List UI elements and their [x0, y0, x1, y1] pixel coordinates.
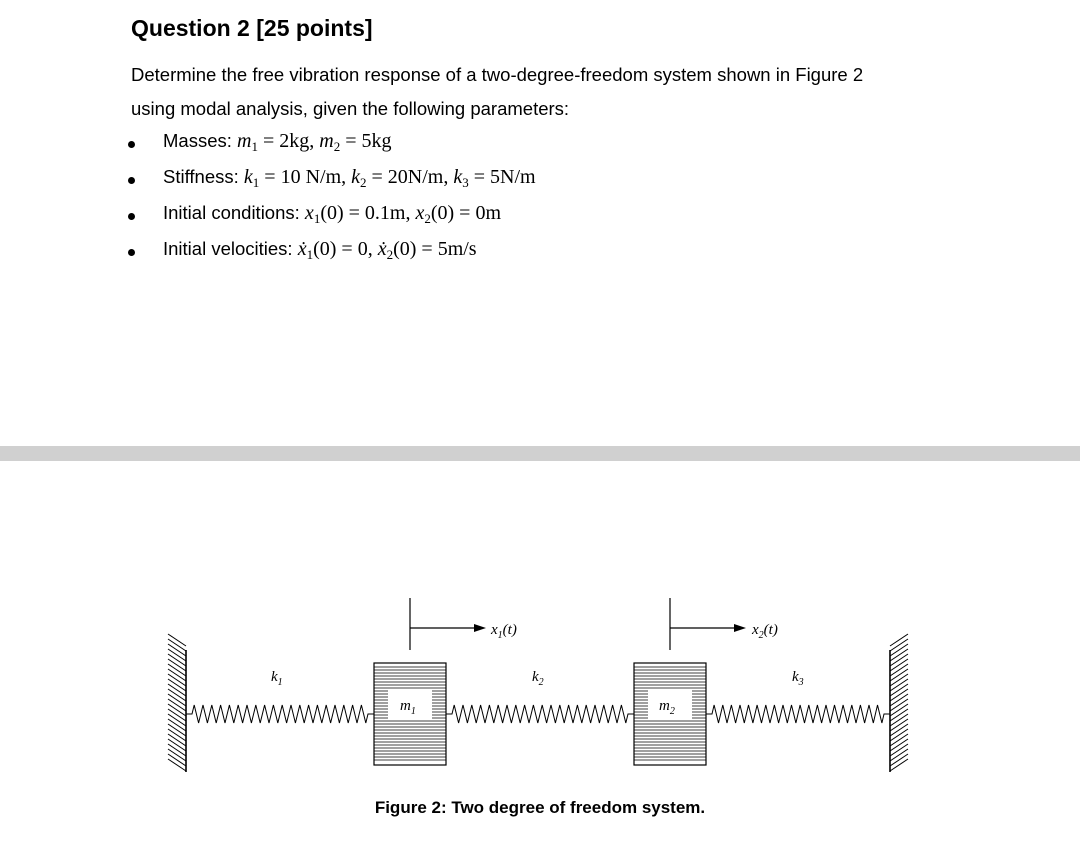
- x2-label: $x_2(t)$: [752, 622, 778, 641]
- parameter-stiffness: [0, 166, 1080, 202]
- x1-displacement-arrow: [410, 598, 486, 650]
- initial-velocities-values: ẋ$_1$(0) = 0, ẋ$_2$(0) = 5m/s: [297, 238, 477, 262]
- right-wall: [890, 634, 908, 772]
- parameter-initial-velocities: [0, 238, 1080, 274]
- m1-label: $m_1$: [400, 698, 416, 717]
- initial-velocities-label: Initial velocities:: [163, 238, 293, 259]
- intro-line-2: using modal analysis, given the following parameters:: [131, 98, 570, 119]
- k3-label: $k_3$: [792, 669, 804, 688]
- stiffness-values: $k_1 = 10$ N/m, $k_2 = 20N/m$, $k_3 = 5N/m$: [243, 166, 536, 190]
- bullet-icon: [128, 213, 135, 220]
- figure-caption: Figure 2: Two degree of freedom system.: [374, 798, 706, 817]
- x1-label: $x_1(t)$: [491, 622, 517, 641]
- bullet-icon: [128, 177, 135, 184]
- spring-k2: [446, 705, 634, 723]
- parameter-initial-conditions: [0, 202, 1080, 238]
- stiffness-label: Stiffness:: [163, 166, 239, 187]
- parameter-masses: [0, 130, 1080, 166]
- bullet-icon: [128, 249, 135, 256]
- section-separator: [0, 446, 1080, 461]
- initial-conditions-values: $x_1(0) = 0.1m$, $x_2(0) = 0m$: [304, 202, 502, 226]
- masses-values: $m_1 = 2kg$, $m_2 = 5kg$: [237, 130, 392, 154]
- question-title: Question 2 [25 points]: [131, 15, 373, 41]
- m2-label: $m_2$: [659, 698, 675, 717]
- bullet-icon: [128, 141, 135, 148]
- intro-line-1: Determine the free vibration response of a two-degree-freedom system shown in Figure 2: [131, 64, 864, 85]
- spring-k3: [706, 705, 890, 723]
- left-wall: [168, 634, 186, 772]
- k1-label: $k_1$: [271, 669, 283, 688]
- two-dof-system-diagram: [0, 580, 1080, 780]
- k2-label: $k_2$: [532, 669, 544, 688]
- question-intro: [131, 58, 961, 126]
- masses-label: Masses:: [163, 130, 232, 151]
- spring-k1: [186, 705, 374, 723]
- x2-displacement-arrow: [670, 598, 746, 650]
- initial-conditions-label: Initial conditions:: [163, 202, 300, 223]
